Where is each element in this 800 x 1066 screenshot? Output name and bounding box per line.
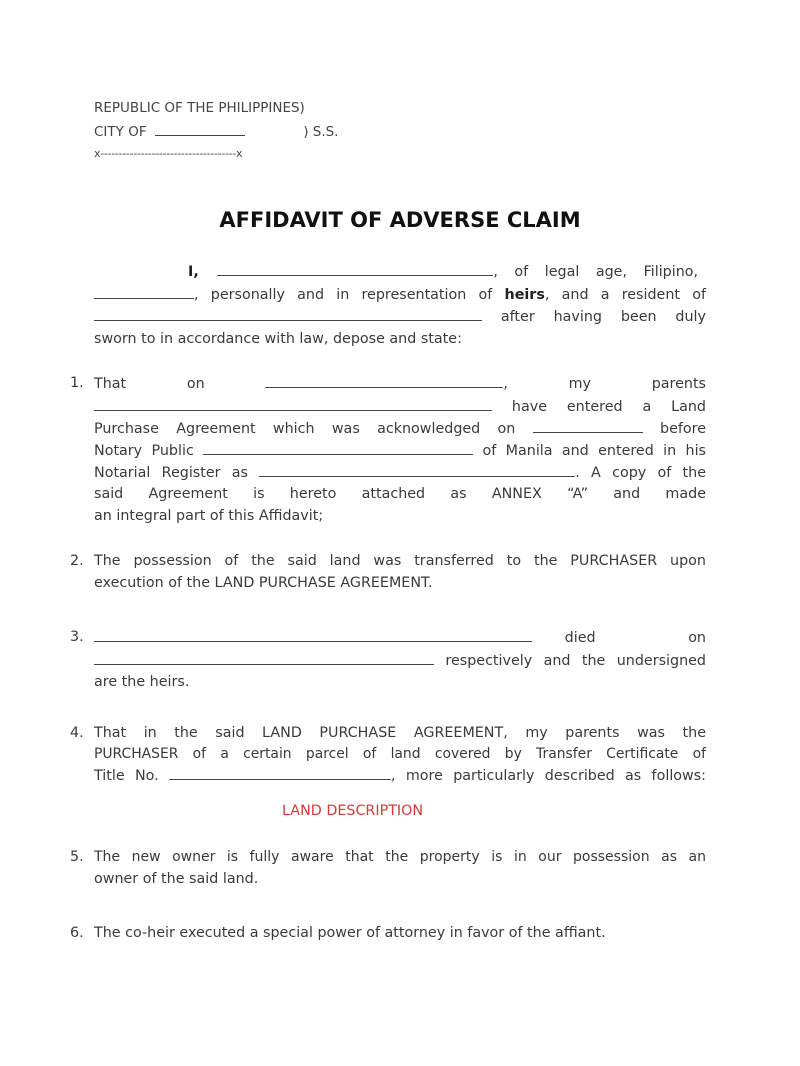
- item-1-l1a: That on: [94, 376, 205, 392]
- item-1-line-2: [94, 397, 706, 416]
- item-1-l2: have entered a Land: [511, 399, 707, 415]
- intro-line-1: [188, 262, 706, 281]
- item-1-line-5: [94, 463, 706, 482]
- blank-death-dates: [94, 651, 434, 665]
- intro-i: I,: [188, 264, 199, 280]
- blank-affiant-name: [217, 262, 493, 276]
- item-1-number: 1.: [70, 375, 84, 391]
- blank-title-no: [169, 766, 391, 780]
- item-3-line-3: are the heirs.: [94, 674, 190, 690]
- blank-register: [259, 463, 575, 477]
- item-1-l1b: , my parents: [503, 376, 707, 392]
- item-1-l4b: of Manila and entered in his: [482, 443, 707, 459]
- header-republic: REPUBLIC OF THE PHILIPPINES): [94, 100, 305, 116]
- item-5-number: 5.: [70, 849, 84, 865]
- item-4-l3b: , more particularly described as follows:: [391, 768, 706, 784]
- blank-parents: [94, 397, 492, 411]
- item-3-l1: died on: [564, 630, 706, 646]
- intro-line-4: sworn to in accordance with law, depose and state:: [94, 331, 462, 347]
- blank-residence: [94, 307, 482, 321]
- item-2-number: 2.: [70, 553, 84, 569]
- item-3-l2: respectively and the undersigned: [445, 653, 706, 669]
- item-1-l3a: Purchase Agreement which was acknowledged on: [94, 421, 516, 437]
- intro-l3: after having been duly: [500, 309, 706, 325]
- item-2-line-1: The possession of the said land was transferred to the PURCHASER upon: [94, 553, 706, 569]
- header-city-label: CITY OF: [94, 124, 147, 140]
- item-1-l3b: before: [660, 421, 707, 437]
- item-4-line-1: That in the said LAND PURCHASE AGREEMENT, my parents was the: [94, 725, 706, 741]
- item-1-line-3: [94, 419, 706, 438]
- intro-line-2: [94, 285, 706, 304]
- item-4-line-2: PURCHASER of a certain parcel of land covered by Transfer Certificate of: [94, 746, 706, 762]
- blank-date: [265, 374, 503, 388]
- item-3-number: 3.: [70, 629, 84, 645]
- item-1-line-6: said Agreement is hereto attached as ANNEX “A” and made: [94, 486, 706, 502]
- item-3-line-2: [94, 651, 706, 670]
- land-description-heading: LAND DESCRIPTION: [282, 803, 424, 819]
- intro-l1: , of legal age, Filipino,: [493, 264, 699, 280]
- item-1-line-7: an integral part of this Affidavit;: [94, 508, 324, 524]
- item-1-l5a: Notarial Register as: [94, 465, 248, 481]
- intro-l2b: , and a resident of: [544, 287, 706, 303]
- item-1-line-4: [94, 441, 706, 460]
- page-title: AFFIDAVIT OF ADVERSE CLAIM: [219, 208, 581, 232]
- intro-line-3: [94, 307, 706, 326]
- heirs-bold: heirs: [504, 287, 545, 303]
- item-5-line-1: The new owner is fully aware that the property is in our possession as an: [94, 849, 706, 865]
- blank-city: [155, 122, 245, 136]
- item-1-l5b: . A copy of the: [575, 465, 706, 481]
- item-2-line-2: execution of the LAND PURCHASE AGREEMENT.: [94, 575, 433, 591]
- header-ss: ) S.S.: [303, 124, 339, 140]
- header-city: [94, 122, 338, 141]
- item-5-line-2: owner of the said land.: [94, 871, 259, 887]
- blank-notary: [203, 441, 473, 455]
- item-6-number: 6.: [70, 925, 84, 941]
- item-1-l4a: Notary Public: [94, 443, 194, 459]
- item-4-number: 4.: [70, 725, 84, 741]
- item-4-l3a: Title No.: [94, 768, 159, 784]
- blank-ack-date: [533, 419, 643, 433]
- item-3-line-1: [94, 628, 706, 647]
- blank-deceased-names: [94, 628, 532, 642]
- item-6-line-1: The co-heir executed a special power of attorney in favor of the affiant.: [94, 925, 606, 941]
- intro-l2a: , personally and in representation of: [194, 287, 493, 303]
- blank-citizenship: [94, 285, 194, 299]
- header-separator: x-------------------------------------x: [94, 147, 243, 160]
- item-1-line-1: [94, 374, 706, 393]
- item-4-line-3: [94, 766, 706, 785]
